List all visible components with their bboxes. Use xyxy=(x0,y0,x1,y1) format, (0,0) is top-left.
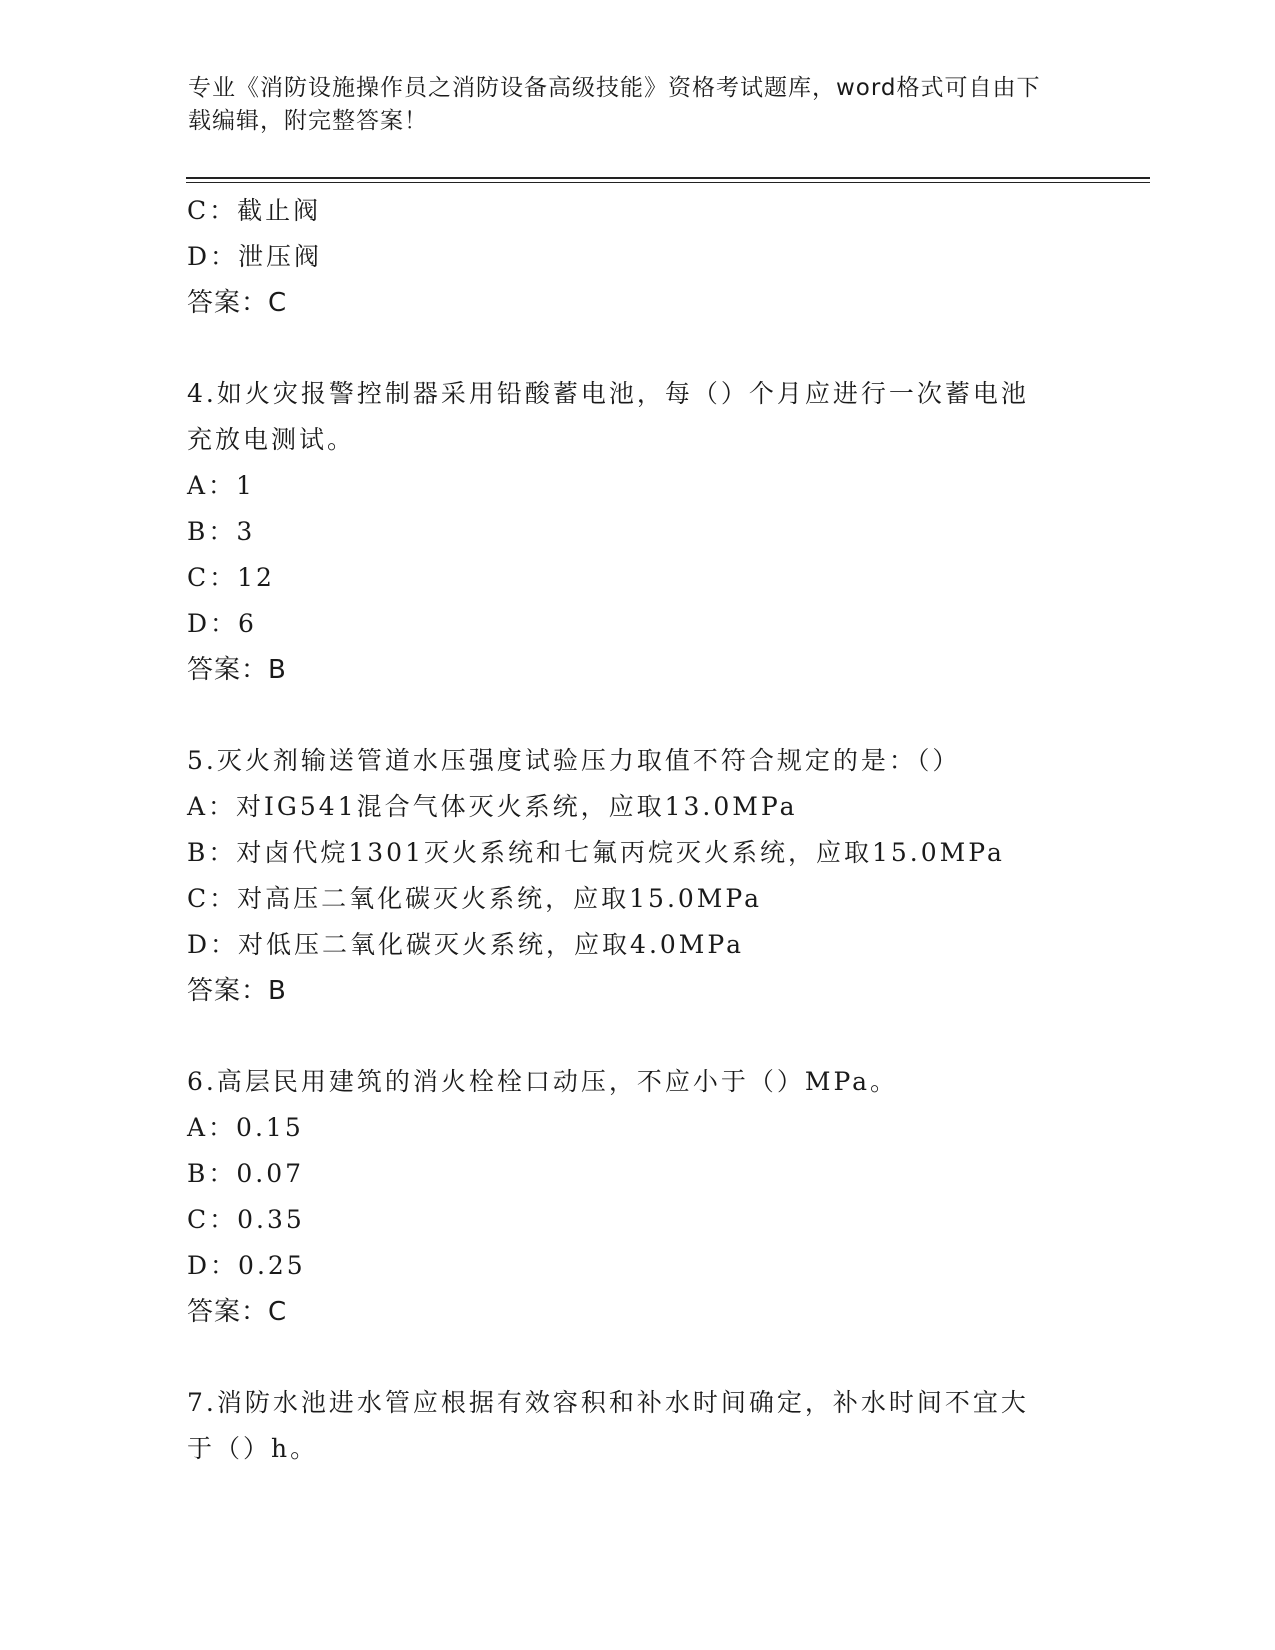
option-b: B：对卤代烷1301灭火系统和七氟丙烷灭火系统，应取15.0MPa xyxy=(187,838,1005,867)
question-stem: 7.消防水池进水管应根据有效容积和补水时间确定，补水时间不宜大 xyxy=(187,1388,1029,1417)
question-stem: 于（）h。 xyxy=(187,1434,319,1463)
question-list xyxy=(187,188,1087,1472)
header-rule-thin xyxy=(186,182,1150,183)
answer: 答案：C xyxy=(187,1297,288,1327)
answer: 答案：B xyxy=(187,976,287,1006)
option-d: D：泄压阀 xyxy=(187,242,323,271)
question-3-tail xyxy=(187,188,1087,326)
question-5 xyxy=(187,738,1087,1014)
option-b: B：3 xyxy=(187,517,256,546)
option-c: C：截止阀 xyxy=(187,196,322,225)
option-b: B：0.07 xyxy=(187,1159,305,1188)
question-4 xyxy=(187,371,1087,693)
option-c: C：0.35 xyxy=(187,1205,305,1234)
question-7 xyxy=(187,1380,1087,1472)
option-a: A：对IG541混合气体灭火系统，应取13.0MPa xyxy=(187,792,798,821)
question-stem: 6.高层民用建筑的消火栓栓口动压，不应小于（）MPa。 xyxy=(187,1067,899,1096)
question-6 xyxy=(187,1059,1087,1335)
header-rule-thick xyxy=(186,177,1150,179)
document-header xyxy=(188,72,1068,138)
option-a: A：1 xyxy=(187,471,255,500)
option-d: D：0.25 xyxy=(187,1251,306,1280)
option-c: C：12 xyxy=(187,563,275,592)
header-line-1: 专业《消防设施操作员之消防设备高级技能》资格考试题库，word格式可自由下 xyxy=(188,75,1041,101)
question-stem: 4.如火灾报警控制器采用铅酸蓄电池，每（）个月应进行一次蓄电池 xyxy=(187,379,1029,408)
option-c: C：对高压二氧化碳灭火系统，应取15.0MPa xyxy=(187,884,762,913)
answer: 答案：B xyxy=(187,655,287,685)
option-d: D：对低压二氧化碳灭火系统，应取4.0MPa xyxy=(187,930,745,959)
question-stem: 充放电测试。 xyxy=(187,425,356,454)
header-line-2: 载编辑，附完整答案！ xyxy=(188,108,428,134)
option-a: A：0.15 xyxy=(187,1113,304,1142)
option-d: D：6 xyxy=(187,609,257,638)
question-stem: 5.灭火剂输送管道水压强度试验压力取值不符合规定的是：（） xyxy=(187,746,961,775)
answer: 答案：C xyxy=(187,288,288,318)
